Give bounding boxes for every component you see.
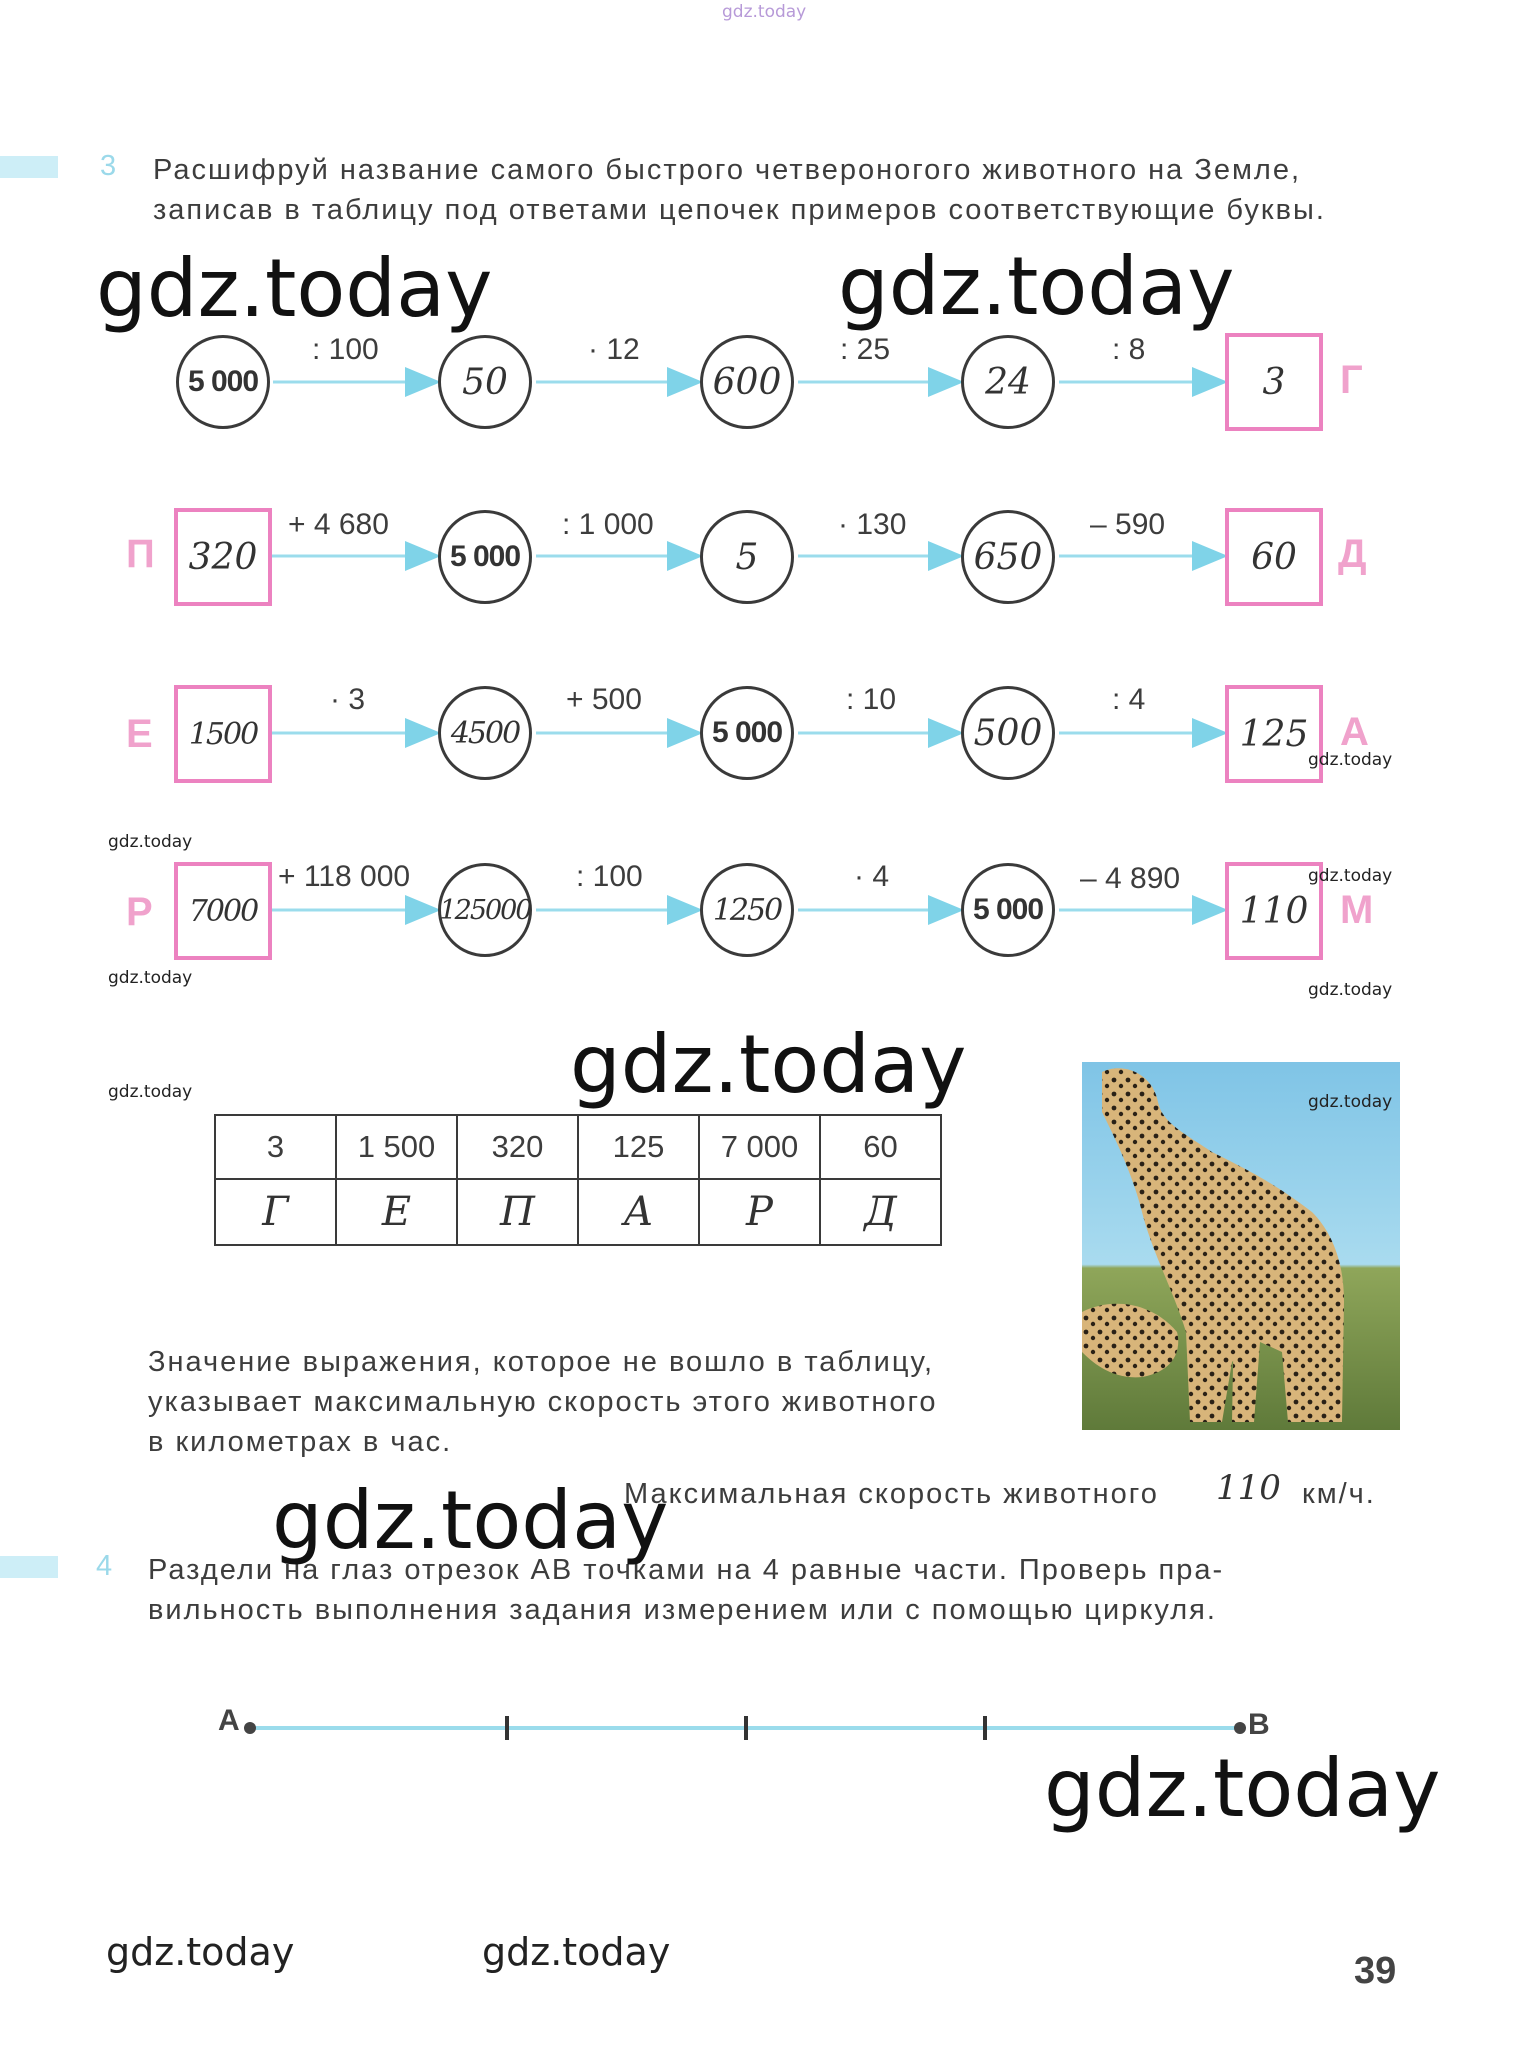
task-text-line: Раздели на глаз отрезок АВ точками на 4 равные части. Проверь пра-	[148, 1554, 1225, 1586]
watermark: gdz.today	[1044, 1742, 1441, 1835]
answer-table-cell: А	[578, 1179, 699, 1245]
chain-start-letter: Р	[126, 890, 153, 934]
answer-table-cell: 125	[578, 1115, 699, 1179]
chain-operation: + 4 680	[288, 508, 389, 541]
chain-operation: – 4 890	[1080, 862, 1181, 895]
chain-operation: : 4	[1112, 683, 1146, 716]
speed-unit: км/ч.	[1302, 1478, 1376, 1510]
header-watermark: gdz.today	[722, 2, 807, 22]
watermark: gdz.today	[570, 1018, 967, 1111]
answer-table-cell: Е	[336, 1179, 457, 1245]
chain-start-letter: Е	[126, 712, 153, 756]
chain-end-square: 60	[1225, 508, 1323, 606]
chain-operation: · 130	[838, 508, 907, 541]
chain-result-circle: 500	[961, 686, 1055, 780]
point-b	[1234, 1722, 1246, 1734]
chain-operation: : 100	[312, 333, 379, 366]
answer-table-cell: Г	[215, 1179, 336, 1245]
task-text-line: вильность выполнения задания измерением или с помощью циркуля.	[148, 1594, 1217, 1626]
chain-end-square: 3	[1225, 333, 1323, 431]
chain-result-circle: 24	[961, 335, 1055, 429]
chain-result-circle: 5	[700, 510, 794, 604]
watermark: gdz.today	[1308, 750, 1393, 770]
task-text-line: записав в таблицу под ответами цепочек примеров соответствующие буквы.	[153, 194, 1326, 226]
watermark: gdz.today	[1308, 980, 1393, 1000]
chain-operation: · 4	[854, 860, 890, 893]
watermark: gdz.today	[108, 832, 193, 852]
chain-result-circle: 650	[961, 510, 1055, 604]
task-number: 4	[96, 1550, 113, 1582]
watermark: gdz.today	[1308, 866, 1393, 886]
chain-operation: : 10	[846, 683, 897, 716]
page-number: 39	[1354, 1950, 1397, 1992]
chain-operation: : 25	[840, 333, 891, 366]
point-a	[244, 1722, 256, 1734]
chain-operation: : 1 000	[562, 508, 654, 541]
watermark: gdz.today	[1308, 1092, 1393, 1112]
chain-operation: + 118 000	[278, 860, 411, 893]
chain-result-circle: 5 000	[700, 686, 794, 780]
chain-end-letter: М	[1340, 888, 1374, 932]
answer-table-numbers-row	[215, 1115, 941, 1179]
watermark: gdz.today	[108, 1082, 193, 1102]
chain-start-square: 1500	[174, 685, 272, 783]
answer-table-letters-row	[215, 1179, 941, 1245]
answer-table-cell: 7 000	[699, 1115, 820, 1179]
paragraph-line: Значение выражения, которое не вошло в таблицу,	[148, 1346, 935, 1378]
answer-table-cell: 1 500	[336, 1115, 457, 1179]
chain-end-square: 125	[1225, 685, 1323, 783]
chain-operation: – 590	[1090, 508, 1166, 541]
paragraph-line: указывает максимальную скорость этого животного	[148, 1386, 938, 1418]
chain-operation: · 3	[330, 683, 366, 716]
watermark: gdz.today	[106, 1930, 295, 1974]
chain-start-circle: 5 000	[176, 335, 270, 429]
chain-result-circle: 125000	[438, 863, 532, 957]
chain-end-square: 110	[1225, 862, 1323, 960]
chain-start-square: 320	[174, 508, 272, 606]
answer-table-cell: 320	[457, 1115, 578, 1179]
label-b: В	[1248, 1708, 1270, 1741]
watermark: gdz.today	[96, 242, 493, 335]
chain-result-circle: 4500	[438, 686, 532, 780]
watermark: gdz.today	[482, 1930, 671, 1974]
answer-table-cell: 60	[820, 1115, 941, 1179]
chain-end-letter: А	[1340, 710, 1369, 754]
chain-end-letter: Д	[1338, 532, 1367, 576]
paragraph-line: в километрах в час.	[148, 1426, 453, 1458]
chain-end-letter: Г	[1340, 358, 1363, 402]
task-text-line: Расшифруй название самого быстрого четвероногого животного на Земле,	[153, 154, 1302, 186]
task-number: 3	[100, 150, 117, 182]
chain-start-square: 7000	[174, 862, 272, 960]
watermark: gdz.today	[838, 240, 1235, 333]
chain-result-circle: 600	[700, 335, 794, 429]
answer-table-cell: Р	[699, 1179, 820, 1245]
chain-result-circle: 50	[438, 335, 532, 429]
speed-value: 110	[1216, 1468, 1281, 1508]
cheetah-photo	[1082, 1062, 1400, 1430]
answer-table	[214, 1114, 942, 1246]
speed-label: Максимальная скорость животного	[624, 1478, 1159, 1510]
chain-result-circle: 5 000	[961, 863, 1055, 957]
watermark: gdz.today	[108, 968, 193, 988]
label-a: А	[218, 1704, 240, 1737]
answer-table-cell: П	[457, 1179, 578, 1245]
chain-arrows	[0, 0, 1522, 1000]
chain-result-circle: 5 000	[438, 510, 532, 604]
watermark: gdz.today	[272, 1474, 669, 1567]
chain-operation: + 500	[566, 683, 642, 716]
chain-operation: · 12	[588, 333, 640, 366]
chain-start-letter: П	[126, 532, 155, 576]
answer-table-cell: Д	[820, 1179, 941, 1245]
chain-result-circle: 1250	[700, 863, 794, 957]
answer-table-cell: 3	[215, 1115, 336, 1179]
task-marker-bar	[0, 1556, 58, 1578]
chain-operation: : 100	[576, 860, 643, 893]
chain-operation: : 8	[1112, 333, 1146, 366]
